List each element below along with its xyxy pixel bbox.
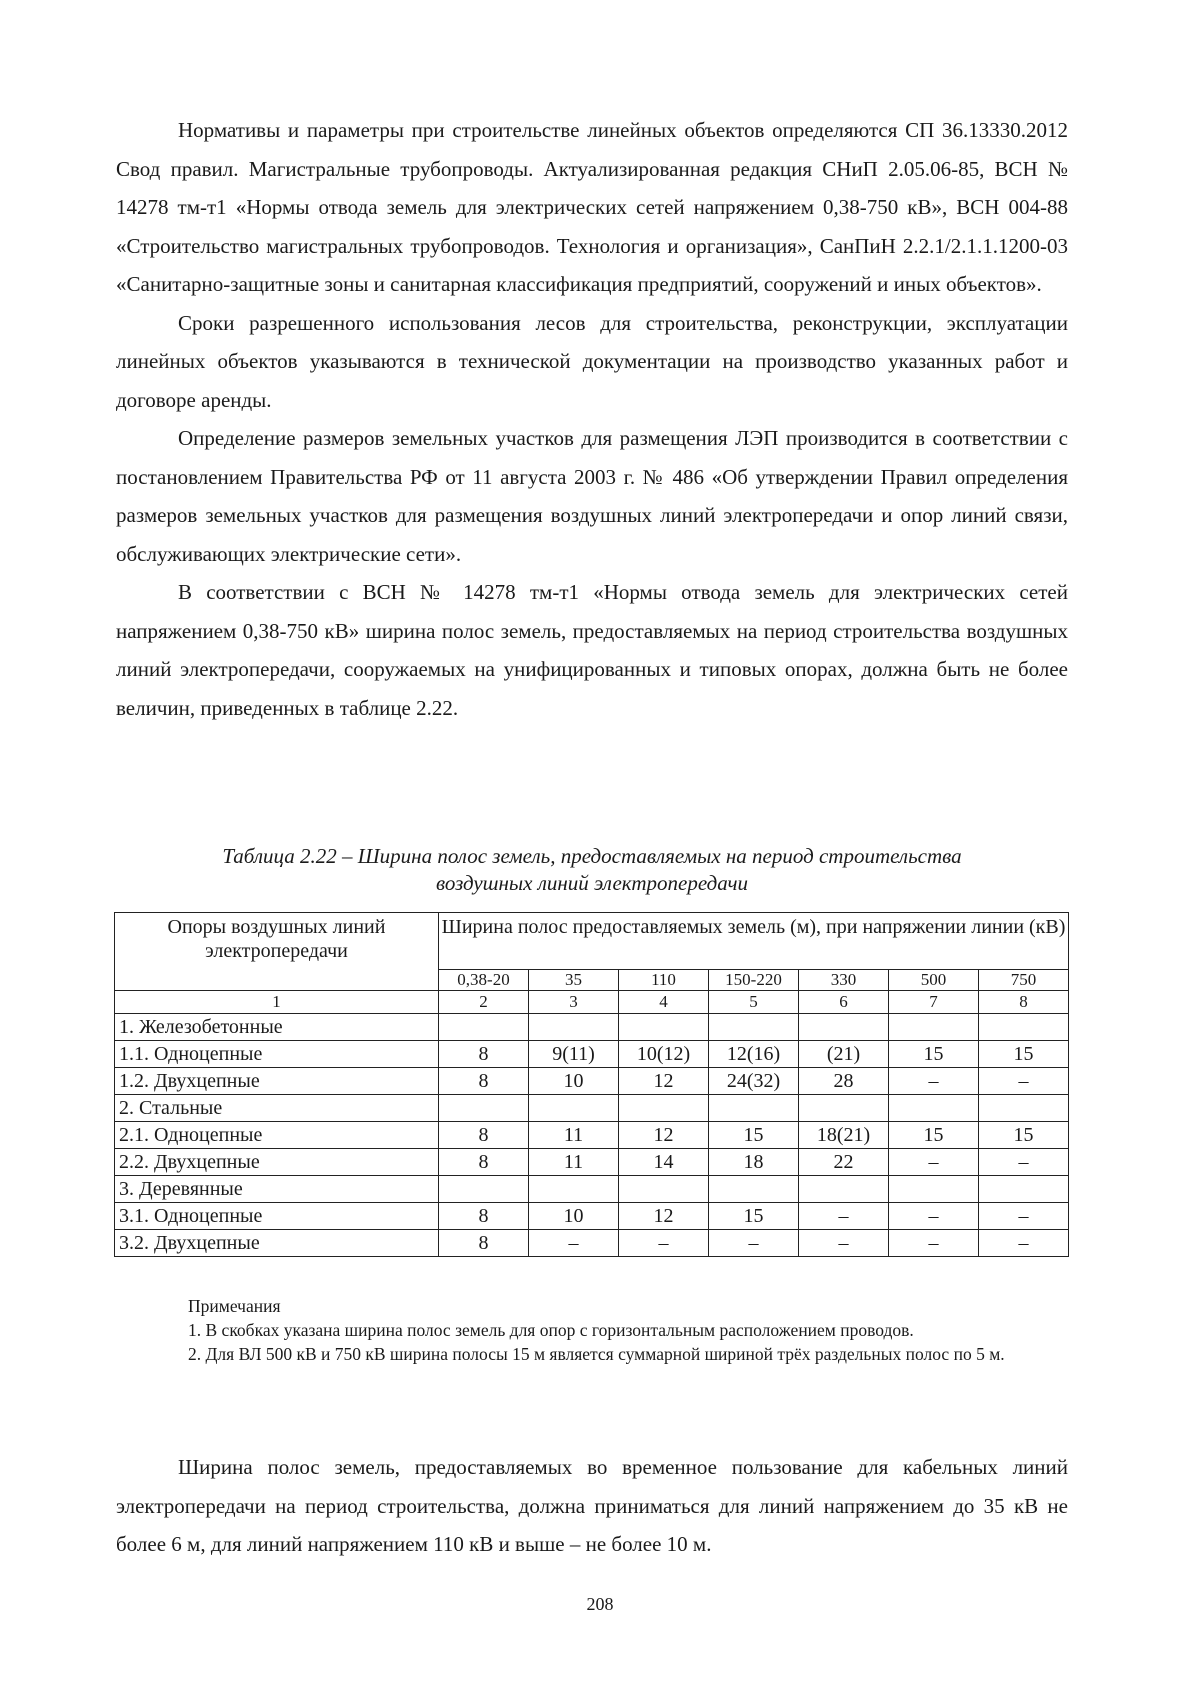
- table-cell: 12: [619, 1203, 709, 1230]
- table-cell: 12: [619, 1068, 709, 1095]
- table-cell: [979, 1014, 1069, 1041]
- table-cell: –: [619, 1230, 709, 1257]
- table-cell: [799, 1176, 889, 1203]
- table-cell: –: [979, 1068, 1069, 1095]
- voltage-header: 110: [619, 970, 709, 991]
- table-cell: (21): [799, 1041, 889, 1068]
- table-cell: 10(12): [619, 1041, 709, 1068]
- table-cell: 10: [529, 1203, 619, 1230]
- voltage-header: 500: [889, 970, 979, 991]
- table-cell: 9(11): [529, 1041, 619, 1068]
- page-number: 208: [586, 1594, 614, 1614]
- table-cell: [709, 1095, 799, 1122]
- row-label: 2.1. Одноцепные: [115, 1122, 439, 1149]
- table-cell: 24(32): [709, 1068, 799, 1095]
- table-cell: [619, 1095, 709, 1122]
- column-number: 3: [529, 991, 619, 1014]
- table-cell: 18(21): [799, 1122, 889, 1149]
- table-cell: 8: [439, 1230, 529, 1257]
- table-row: [115, 1230, 1069, 1257]
- body-text-bottom: [116, 1448, 1068, 1564]
- table-cell: [889, 1095, 979, 1122]
- table-cell: 15: [709, 1122, 799, 1149]
- notes-title: Примечания: [188, 1296, 281, 1316]
- table-cell: [799, 1095, 889, 1122]
- voltage-header: 0,38-20: [439, 970, 529, 991]
- table-caption-line-2: воздушных линий электропередачи: [436, 871, 748, 895]
- table-row: [115, 1176, 1069, 1203]
- table-row: [115, 1014, 1069, 1041]
- table-cell: 22: [799, 1149, 889, 1176]
- table-cell: –: [709, 1230, 799, 1257]
- header-support-type: Опоры воздушных линий электропередачи: [115, 913, 439, 991]
- paragraph-normatives: Нормативы и параметры при строительстве линейных объектов определяются СП 36.13330.2012 Свод правил. Магистральные трубопроводы. Актуализированная редакция СНиП 2.05.06-85, ВСН № 14278 тм-т1 «Нормы отвода земель для электрических сетей напряжением 0,38-750 кВ», ВСН 004-88 «Строительство магистральных трубопроводов. Технология и организация», СанПиН 2.2.1/2.1.1.1200-03 «Санитарно-защитные зоны и санитарная классификация предприятий, сооружений и иных объектов».: [116, 118, 1068, 296]
- table-cell: 15: [889, 1122, 979, 1149]
- table-cell: 14: [619, 1149, 709, 1176]
- table-header-row: [115, 913, 1069, 970]
- row-label: 1. Железобетонные: [115, 1014, 439, 1041]
- voltage-header: 330: [799, 970, 889, 991]
- header-strip-width: Ширина полос предоставляемых земель (м), при напряжении линии (кВ): [439, 913, 1069, 970]
- table-cell: [439, 1014, 529, 1041]
- table-cell: 12: [619, 1122, 709, 1149]
- table-row: [115, 1041, 1069, 1068]
- table-cell: 8: [439, 1149, 529, 1176]
- voltage-header: 150-220: [709, 970, 799, 991]
- table-cell: 15: [979, 1041, 1069, 1068]
- table-row: [115, 1203, 1069, 1230]
- table-cell: [889, 1176, 979, 1203]
- column-number: 4: [619, 991, 709, 1014]
- row-label: 2. Стальные: [115, 1095, 439, 1122]
- row-label: 3.2. Двухцепные: [115, 1230, 439, 1257]
- column-number: 2: [439, 991, 529, 1014]
- paragraph-land-plot-sizes: Определение размеров земельных участков для размещения ЛЭП производится в соответствии с постановлением Правительства РФ от 11 августа 2003 г. № 486 «Об утверждении Правил определения размеров земельных участков для размещения воздушных линий электропередачи и опор линий связи, обслуживающих электрические сети».: [116, 426, 1068, 566]
- table-cell: [529, 1095, 619, 1122]
- table-cell: –: [889, 1203, 979, 1230]
- table-cell: –: [889, 1230, 979, 1257]
- column-number: 5: [709, 991, 799, 1014]
- table-cell: [619, 1014, 709, 1041]
- table-cell: 11: [529, 1122, 619, 1149]
- column-number: 8: [979, 991, 1069, 1014]
- table-row: [115, 1068, 1069, 1095]
- note-item: 2. Для ВЛ 500 кВ и 750 кВ ширина полосы 15 м является суммарной шириной трёх раздельных полос по 5 м.: [188, 1344, 1005, 1364]
- note-item: 1. В скобках указана ширина полос земель для опор с горизонтальным расположением проводов.: [188, 1320, 914, 1340]
- column-number: 1: [115, 991, 439, 1014]
- table-cell: [529, 1014, 619, 1041]
- table-cell: 10: [529, 1068, 619, 1095]
- table-cell: 15: [979, 1122, 1069, 1149]
- table-caption-line-1: Таблица 2.22 – Ширина полос земель, предоставляемых на период строительства: [222, 844, 962, 868]
- table-cell: 8: [439, 1068, 529, 1095]
- table-cell: 15: [709, 1203, 799, 1230]
- column-number: 7: [889, 991, 979, 1014]
- paragraph-forest-use-terms: Сроки разрешенного использования лесов для строительства, реконструкции, эксплуатации линейных объектов указываются в технической документации на производство указанных работ и договоре аренды.: [116, 310, 1068, 412]
- table-cell: [889, 1014, 979, 1041]
- column-number: 6: [799, 991, 889, 1014]
- row-label: 3. Деревянные: [115, 1176, 439, 1203]
- paragraph-cable-lines: Ширина полос земель, предоставляемых во временное пользование для кабельных линий электропередачи на период строительства, должна приниматься для линий напряжением до 35 кВ не более 6 м, для линий напряжением 110 кВ и выше – не более 10 м.: [116, 1455, 1068, 1556]
- table-cell: 11: [529, 1149, 619, 1176]
- table-cell: –: [979, 1230, 1069, 1257]
- table-cell: –: [799, 1203, 889, 1230]
- table-cell: [979, 1176, 1069, 1203]
- body-text-top: [116, 111, 1068, 727]
- table-cell: 15: [889, 1041, 979, 1068]
- row-label: 1.2. Двухцепные: [115, 1068, 439, 1095]
- voltage-header: 35: [529, 970, 619, 991]
- table-notes: [116, 1294, 1068, 1366]
- table-cell: [709, 1176, 799, 1203]
- table-cell: 28: [799, 1068, 889, 1095]
- table-cell: –: [979, 1149, 1069, 1176]
- table-row: [115, 1149, 1069, 1176]
- table-cell: –: [529, 1230, 619, 1257]
- table-cell: 8: [439, 1122, 529, 1149]
- table-cell: [709, 1014, 799, 1041]
- row-label: 3.1. Одноцепные: [115, 1203, 439, 1230]
- table-row: [115, 1095, 1069, 1122]
- row-label: 2.2. Двухцепные: [115, 1149, 439, 1176]
- voltage-header: 750: [979, 970, 1069, 991]
- table-cell: [979, 1095, 1069, 1122]
- table-cell: 8: [439, 1041, 529, 1068]
- table-cell: [619, 1176, 709, 1203]
- table-row: [115, 1122, 1069, 1149]
- paragraph-strip-width: В соответствии с ВСН № 14278 тм-т1 «Нормы отвода земель для электрических сетей напряжением 0,38-750 кВ» ширина полос земель, предоставляемых на период строительства воздушных линий электропередачи, сооружаемых на унифицированных и типовых опорах, должна быть не более величин, приведенных в таблице 2.22.: [116, 580, 1068, 720]
- table-cell: [529, 1176, 619, 1203]
- table-cell: –: [889, 1068, 979, 1095]
- table-cell: –: [889, 1149, 979, 1176]
- table-cell: [799, 1014, 889, 1041]
- table-cell: [439, 1176, 529, 1203]
- table-cell: 8: [439, 1203, 529, 1230]
- table-cell: –: [979, 1203, 1069, 1230]
- table-caption: [116, 843, 1068, 897]
- table-cell: 18: [709, 1149, 799, 1176]
- row-label: 1.1. Одноцепные: [115, 1041, 439, 1068]
- table-cell: –: [799, 1230, 889, 1257]
- land-strip-width-table: [114, 912, 1069, 1257]
- table-cell: [439, 1095, 529, 1122]
- column-number-row: [115, 991, 1069, 1014]
- table-cell: 12(16): [709, 1041, 799, 1068]
